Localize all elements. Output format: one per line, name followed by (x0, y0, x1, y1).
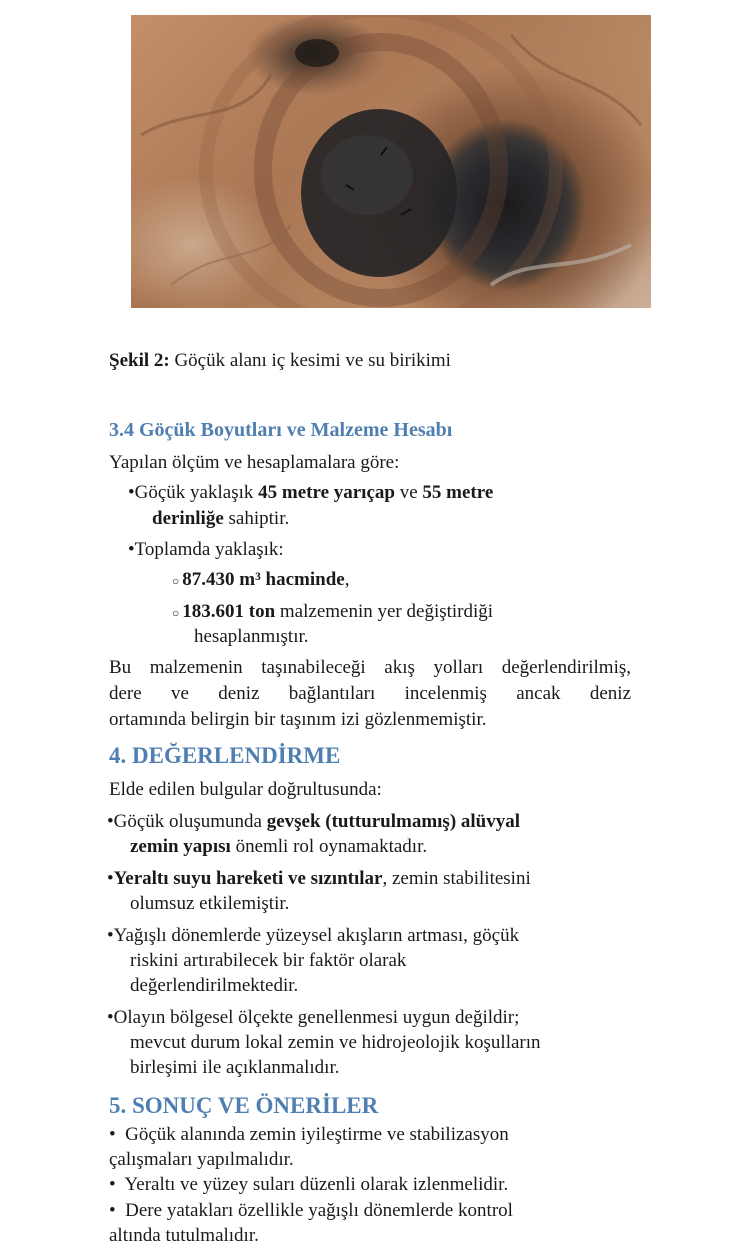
list-item-continuation: riskini artırabilecek bir faktör olarak (130, 950, 407, 971)
list-item-continuation: değerlendirilmektedir. (130, 975, 299, 996)
list-item: •Göçük oluşumunda gevşek (tutturulmamış) alüvyal (107, 811, 521, 832)
sinkhole-photo (131, 15, 651, 308)
list-item-continuation: altında tutulmalıdır. (109, 1225, 259, 1246)
sub-list-item: ○ 87.430 m³ hacminde, (172, 569, 350, 590)
list-item: • Göçük alanında zemin iyileştirme ve stabilizasyon (109, 1124, 509, 1145)
paragraph-line: dere ve deniz bağlantıları incelenmiş ancak deniz (109, 683, 631, 704)
paragraph-line: ortamında belirgin bir taşınım izi gözlenmemiştir. (109, 709, 487, 730)
list-item: •Yağışlı dönemlerde yüzeysel akışların artması, göçük (107, 925, 520, 946)
figure-caption-text: Göçük alanı iç kesimi ve su birikimi (169, 350, 451, 371)
section-4-intro: Elde edilen bulgular doğrultusunda: (109, 779, 382, 800)
list-item: •Toplamda yaklaşık: (128, 539, 284, 560)
sub-list-item: ○ 183.601 ton malzemenin yer değiştirdiği (172, 601, 494, 622)
list-item-continuation: mevcut durum lokal zemin ve hidrojeolojik koşulların (130, 1032, 541, 1053)
section-3-4-intro: Yapılan ölçüm ve hesaplamalara göre: (109, 452, 400, 473)
list-item: •Göçük yaklaşık 45 metre yarıçap ve 55 metre (128, 482, 494, 503)
sinkhole-texture (131, 15, 651, 308)
list-item-continuation: olumsuz etkilemiştir. (130, 893, 290, 914)
section-5-heading: 5. SONUÇ VE ÖNERİLER (109, 1093, 379, 1118)
list-item-continuation: birleşimi ile açıklanmalıdır. (130, 1057, 340, 1078)
list-item: • Dere yatakları özellikle yağışlı dönemlerde kontrol (109, 1200, 513, 1221)
list-item-continuation: zemin yapısı önemli rol oynamaktadır. (130, 836, 428, 857)
list-item: • Yeraltı ve yüzey suları düzenli olarak izlenmelidir. (109, 1174, 509, 1195)
list-item: •Yeraltı suyu hareketi ve sızıntılar, zemin stabilitesini (107, 868, 531, 889)
list-item-continuation: derinliğe sahiptir. (152, 508, 290, 529)
figure-caption-label: Şekil 2: (109, 350, 170, 371)
sub-list-item-continuation: hesaplanmıştır. (194, 626, 309, 647)
list-item-continuation: çalışmaları yapılmalıdır. (109, 1149, 294, 1170)
figure-caption (109, 348, 451, 374)
section-3-4-heading: 3.4 Göçük Boyutları ve Malzeme Hesabı (109, 419, 453, 441)
paragraph-line: Bu malzemenin taşınabileceği akış yolları değerlendirilmiş, (109, 657, 631, 678)
section-4-heading: 4. DEĞERLENDİRME (109, 743, 341, 768)
list-item: •Olayın bölgesel ölçekte genellenmesi uygun değildir; (107, 1007, 520, 1028)
